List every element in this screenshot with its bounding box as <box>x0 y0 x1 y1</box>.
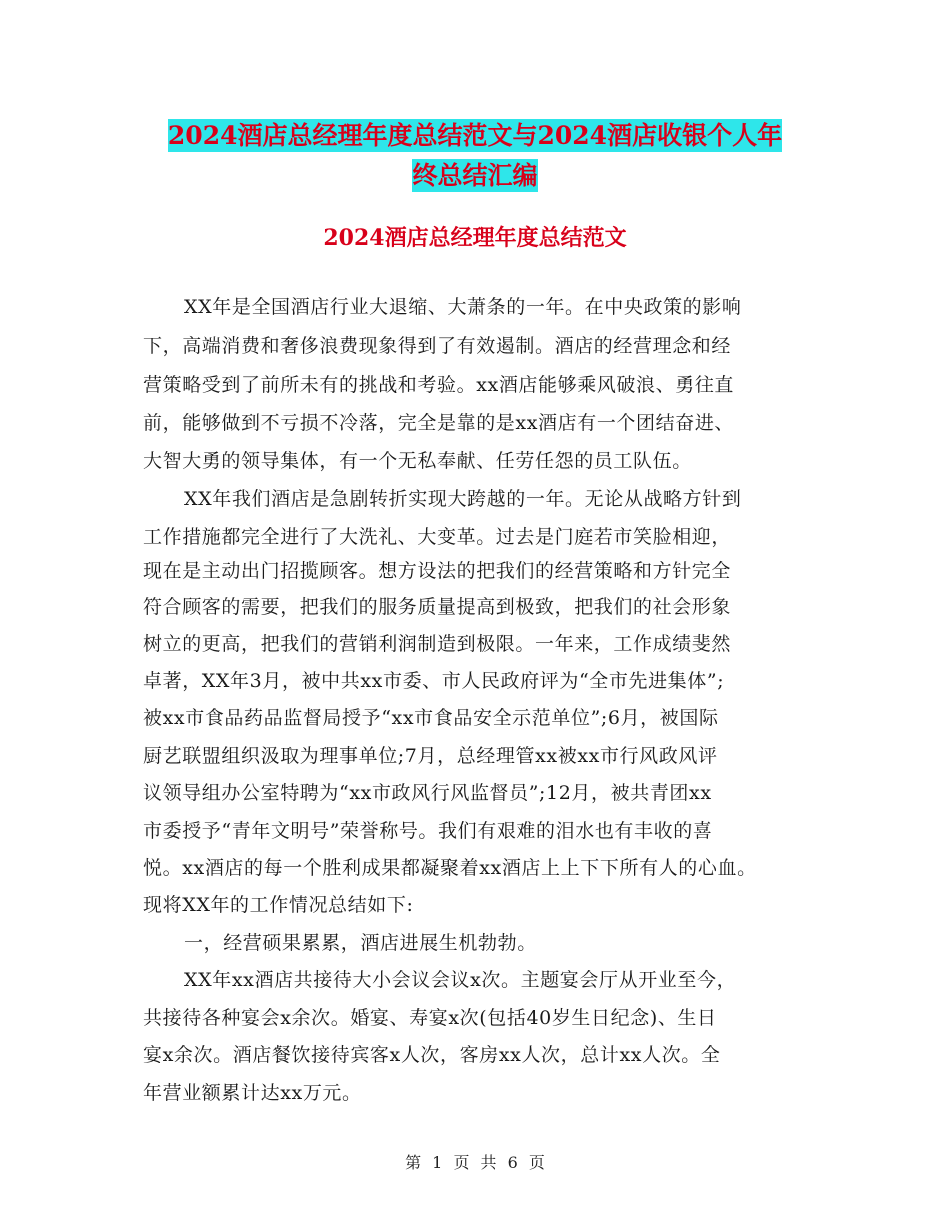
paragraph-line: 一，经营硕果累累，酒店进展生机勃勃。 <box>184 932 537 954</box>
page-footer: 第 1 页 共 6 页 <box>405 1153 545 1172</box>
paragraph-line: 议领导组办公室特聘为“xx市政风行风监督员”;12月，被共青团xx <box>143 782 712 804</box>
paragraph-line: 大智大勇的领导集体，有一个无私奉献、任劳任怨的员工队伍。 <box>143 450 692 472</box>
paragraph-line: 符合顾客的需要，把我们的服务质量提高到极致，把我们的社会形象 <box>143 596 732 618</box>
paragraph-line: 下，高端消费和奢侈浪费现象得到了有效遏制。酒店的经营理念和经 <box>143 335 732 357</box>
paragraph-line: 共接待各种宴会x余次。婚宴、寿宴x次(包括40岁生日纪念)、生日 <box>143 1007 717 1029</box>
paragraph-line: 前，能够做到不亏损不冷落，完全是靠的是xx酒店有一个团结奋进、 <box>143 412 735 434</box>
paragraph-line: XX年是全国酒店行业大退缩、大萧条的一年。在中央政策的影响 <box>184 296 742 318</box>
paragraph-line: 现在是主动出门招揽顾客。想方设法的把我们的经营策略和方针完全 <box>143 560 732 582</box>
paragraph-line: 厨艺联盟组织汲取为理事单位;7月，总经理管xx被xx市行风政风评 <box>143 745 718 767</box>
paragraph-line: 悦。xx酒店的每一个胜利成果都凝聚着xx酒店上上下下所有人的心血。 <box>143 857 757 879</box>
paragraph-line: 卓著，XX年3月，被中共xx市委、市人民政府评为“全市先进集体”; <box>143 670 725 692</box>
document-title-text-2: 终总结汇编 <box>412 161 538 190</box>
paragraph-line: XX年我们酒店是急剧转折实现大跨越的一年。无论从战略方针到 <box>184 488 742 510</box>
paragraph-line: 现将XX年的工作情况总结如下: <box>143 894 414 916</box>
paragraph-line: 年营业额累计达xx万元。 <box>143 1082 362 1104</box>
paragraph-line: 工作措施都完全进行了大洗礼、大变革。过去是门庭若市笑脸相迎， <box>143 526 732 548</box>
document-title-text-1: 2024酒店总经理年度总结范文与2024酒店收银个人年 <box>167 121 783 150</box>
document-title-line-2 <box>0 152 950 200</box>
paragraph-line: 营策略受到了前所未有的挑战和考验。xx酒店能够乘风破浪、勇往直 <box>143 374 735 396</box>
paragraph-line: 树立的更高，把我们的营销利润制造到极限。一年来，工作成绩斐然 <box>143 633 732 655</box>
paragraph-line: XX年xx酒店共接待大小会议会议x次。主题宴会厅从开业至今， <box>184 969 737 991</box>
paragraph-line: 宴x余次。酒店餐饮接待宾客x人次，客房xx人次，总计xx人次。全 <box>143 1044 721 1066</box>
paragraph-line: 市委授予“青年文明号”荣誉称号。我们有艰难的泪水也有丰收的喜 <box>143 820 713 842</box>
paragraph-line: 被xx市食品药品监督局授予“xx市食品安全示范单位”;6月，被国际 <box>143 707 719 729</box>
section-title: 2024酒店总经理年度总结范文 <box>323 225 627 251</box>
